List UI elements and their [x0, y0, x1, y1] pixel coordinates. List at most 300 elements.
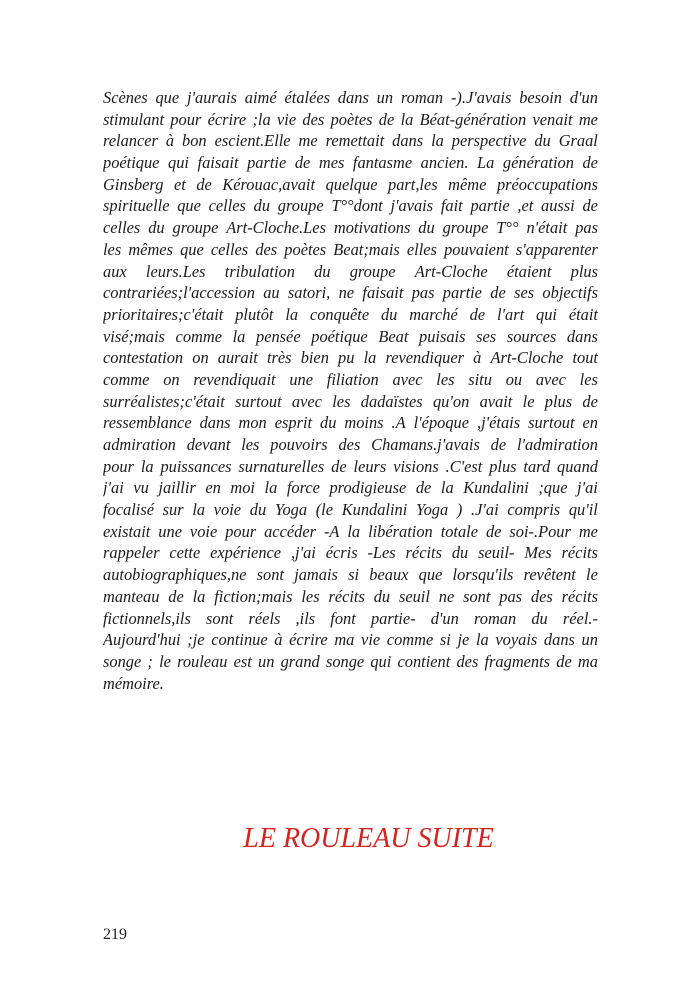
text-word: d'un — [430, 608, 459, 628]
text-word: dans — [566, 326, 598, 346]
text-word: de — [196, 174, 212, 194]
text-word: objectifs — [542, 283, 598, 303]
text-word: en — [205, 478, 221, 498]
text-word: Kundalini — [341, 500, 408, 520]
text-word: du — [380, 304, 398, 324]
text-word: sont — [256, 565, 284, 585]
text-word: ,j'étais — [476, 413, 521, 433]
text-line — [103, 261, 598, 283]
text-line — [103, 347, 598, 369]
text-word: on — [163, 369, 180, 389]
text-word: je — [457, 630, 470, 650]
text-word: voyais — [495, 630, 538, 650]
text-word: groupe — [442, 218, 489, 238]
text-word: les — [332, 391, 351, 411]
text-word: comme — [386, 630, 434, 650]
text-word: seuil — [398, 586, 430, 606]
text-word: existait — [103, 521, 151, 541]
text-word: avec — [291, 391, 322, 411]
text-word: vie — [277, 109, 297, 129]
text-word: dans — [392, 131, 424, 151]
text-word: font — [330, 608, 356, 628]
text-word: voie — [189, 521, 218, 541]
text-word: remettait — [325, 131, 385, 151]
text-word: besoin — [519, 88, 562, 107]
text-line — [103, 391, 598, 413]
text-word: vu — [133, 478, 149, 498]
text-word: Art-Cloche — [490, 348, 564, 368]
text-word: préoccupations — [496, 174, 598, 194]
text-word: .C'est — [445, 456, 483, 476]
text-word: revendiquer — [385, 348, 465, 368]
text-word: du — [373, 586, 391, 606]
text-word: du — [451, 543, 469, 563]
text-word: du — [320, 413, 337, 433]
text-word: Aujourd'hui — [103, 630, 181, 650]
text-word: Ginsberg — [103, 174, 164, 194]
text-word: -A — [323, 521, 340, 541]
text-word: marché — [409, 304, 458, 324]
text-word: manteau — [103, 586, 160, 606]
text-word: escient.Elle — [214, 131, 291, 151]
text-word: ,ils — [295, 608, 316, 628]
text-word: compris — [507, 500, 561, 520]
text-word: prioritaires;c'était — [103, 304, 224, 324]
text-word: les — [436, 369, 455, 389]
text-line — [103, 608, 598, 630]
text-word: elles — [406, 239, 437, 259]
text-word: surtout — [235, 391, 282, 411]
text-word: était — [568, 304, 598, 324]
text-word: puissances — [160, 456, 232, 476]
text-word: groupe — [277, 196, 324, 216]
text-word: Kérouac,avait — [222, 174, 316, 194]
text-word: avec — [392, 369, 423, 389]
text-word: pour — [225, 521, 257, 541]
text-line — [103, 109, 598, 131]
text-word: surtout — [528, 413, 575, 433]
text-word: contestation — [103, 348, 184, 368]
text-word: ;la — [252, 109, 271, 129]
text-word: fantasme — [352, 153, 413, 173]
text-word: des — [338, 435, 361, 454]
text-word: la — [440, 478, 454, 498]
text-word: un — [258, 651, 275, 671]
text-word: partie- — [370, 608, 416, 628]
text-word: poètes — [284, 239, 327, 259]
text-word: la — [400, 109, 414, 129]
text-word: tard — [523, 456, 551, 476]
text-word: d'un — [569, 88, 598, 107]
text-word: surréalistes;c'était — [103, 391, 225, 411]
text-word: bon — [182, 131, 207, 151]
text-word: visé;mais — [103, 326, 165, 346]
text-word: motivations — [333, 218, 411, 238]
text-word: fait — [440, 196, 463, 216]
text-word: qui — [168, 153, 189, 173]
text-word: expérience — [210, 543, 282, 563]
text-word: groupe — [349, 261, 396, 281]
text-word: ne — [338, 283, 355, 303]
text-word: roman — [400, 88, 444, 107]
text-word: visions — [393, 456, 439, 476]
text-word: puisais — [419, 326, 466, 346]
text-word: (le — [315, 500, 334, 520]
text-word: dans — [543, 630, 575, 650]
text-line — [103, 369, 598, 391]
text-word: T°° — [496, 218, 519, 238]
text-word: ses — [514, 283, 535, 303]
text-word: Mes — [524, 543, 552, 563]
text-word: ma — [577, 651, 598, 671]
text-word: prodigieuse — [329, 478, 407, 498]
text-line: mémoire. — [103, 673, 164, 693]
text-word: qu'il — [568, 500, 598, 520]
text-line — [103, 499, 598, 521]
text-line — [103, 542, 598, 564]
text-word: du — [253, 196, 271, 216]
text-word: celles — [103, 218, 141, 238]
text-word: la — [264, 478, 278, 498]
text-word: sont — [463, 586, 491, 606]
text-word: revendiquait — [193, 369, 276, 389]
text-word: contient — [397, 651, 451, 671]
text-word: sur — [162, 500, 184, 520]
text-word: à — [274, 630, 283, 650]
text-word: une — [158, 521, 182, 541]
text-word: n'était — [526, 218, 568, 238]
text-word: relancer — [103, 131, 158, 151]
text-word: seuil- — [478, 543, 515, 563]
text-word: fictionnels,ils — [103, 608, 191, 628]
text-word: l'admiration — [516, 435, 598, 454]
text-word: ou — [505, 369, 523, 389]
text-word: les — [241, 435, 260, 454]
text-word: spirituelle — [103, 196, 170, 216]
text-word: du — [249, 500, 267, 520]
text-word: que — [177, 196, 201, 216]
text-word: libération — [368, 521, 433, 541]
text-word: la — [347, 521, 361, 541]
text-word: à — [165, 131, 175, 151]
text-word: roman — [473, 608, 517, 628]
text-word: écrire — [289, 630, 328, 650]
text-word: le — [159, 651, 171, 671]
text-word: comme — [175, 326, 222, 346]
text-word: réels — [248, 608, 281, 628]
text-word: quand — [557, 456, 598, 476]
text-word: une — [289, 369, 314, 389]
text-word: étaient — [506, 261, 552, 281]
text-word: rappeler — [103, 543, 160, 563]
text-word: de — [582, 196, 598, 216]
text-word: Beat;mais — [333, 239, 400, 259]
text-word: partie — [442, 283, 482, 303]
text-line — [103, 521, 598, 543]
text-word: qu'on — [432, 391, 470, 411]
text-word: beaux — [369, 565, 409, 585]
text-word: Beat — [378, 326, 409, 346]
text-word: du — [531, 608, 548, 628]
text-word: de — [168, 586, 184, 606]
text-word: plus — [544, 391, 573, 411]
text-word: voie — [213, 500, 242, 520]
text-word: celles — [210, 239, 249, 259]
text-word: poètes — [330, 109, 373, 129]
text-word: autobiographiques,ne — [103, 565, 247, 585]
text-word: Kundalini — [463, 478, 529, 498]
text-line — [103, 130, 598, 152]
text-word: au — [263, 283, 280, 303]
text-line — [103, 651, 598, 673]
text-word: devant — [186, 435, 231, 454]
text-word: j'ai — [577, 478, 598, 498]
text-word: écrire — [207, 109, 247, 129]
text-word: que — [180, 239, 204, 259]
text-word: comme — [103, 369, 150, 389]
text-line — [103, 477, 598, 499]
text-word: mêmes — [128, 239, 173, 259]
text-word: aurait — [217, 348, 258, 368]
text-word: me — [578, 521, 598, 541]
text-word: aimé — [244, 88, 277, 107]
text-word: pour — [103, 456, 134, 476]
text-word: conquête — [309, 304, 370, 324]
text-word: continue — [211, 630, 268, 650]
text-word: pas — [499, 586, 523, 606]
text-word: plus — [570, 261, 598, 281]
text-word: tout — [572, 348, 598, 368]
text-word: dans — [199, 413, 231, 433]
page-number: 219 — [103, 926, 127, 943]
text-word: écris — [325, 543, 358, 563]
text-word: j'avais — [390, 196, 434, 216]
text-word: soi-.Pour — [509, 521, 571, 541]
text-word: du — [314, 261, 331, 281]
body-text — [103, 87, 598, 694]
text-word: accéder — [264, 521, 316, 541]
text-word: du — [534, 131, 551, 151]
text-word: focalisé — [103, 500, 154, 520]
text-word: des — [530, 586, 553, 606]
text-word: vie — [361, 630, 381, 650]
text-word: la — [475, 630, 489, 650]
text-word: leurs.Les — [145, 261, 206, 281]
text-line — [103, 174, 598, 196]
text-word: des — [255, 239, 278, 259]
text-word: ses — [476, 326, 497, 346]
text-word: réel.- — [562, 608, 598, 628]
text-word: lorsqu'ils — [452, 565, 514, 585]
text-word: la — [192, 586, 206, 606]
text-word: en — [582, 413, 598, 433]
text-line — [103, 217, 598, 239]
text-word: T°°dont — [331, 196, 383, 216]
text-word: des — [302, 109, 325, 129]
text-word: cette — [169, 543, 201, 563]
text-word: satori, — [287, 283, 331, 303]
text-word: .A — [391, 413, 406, 433]
text-word: partie — [470, 196, 510, 216]
text-word: fragments — [484, 651, 551, 671]
text-word: sont — [206, 608, 234, 628]
text-word: qui — [370, 651, 392, 671]
text-word: mes — [318, 153, 345, 173]
text-word: me — [578, 109, 598, 129]
text-word: partie — [247, 153, 287, 173]
text-word: esprit — [274, 413, 313, 433]
text-word: un — [376, 88, 394, 107]
text-line — [103, 239, 598, 261]
text-word: le — [586, 565, 598, 585]
text-word: totale — [440, 521, 479, 541]
text-word: bien — [300, 348, 329, 368]
text-word: pensée — [256, 326, 301, 346]
text-word: pas — [575, 218, 598, 238]
text-line — [103, 412, 598, 434]
text-word: moins — [344, 413, 384, 433]
text-word: faisait — [197, 153, 239, 173]
text-word: celles — [208, 196, 246, 216]
text-word: de — [582, 153, 598, 173]
text-word: on — [192, 348, 209, 368]
text-word: de — [294, 153, 311, 173]
text-word: de — [485, 521, 502, 541]
text-word: les — [579, 369, 598, 389]
text-line — [103, 456, 598, 478]
text-word: si — [439, 630, 451, 650]
text-word: de — [331, 456, 347, 476]
text-word: des — [456, 651, 479, 671]
text-word: ma — [334, 630, 355, 650]
text-word: la — [285, 304, 299, 324]
text-word: le — [522, 391, 535, 411]
text-word: la — [140, 456, 154, 476]
text-word: s'apparenter — [515, 239, 598, 259]
text-line — [103, 434, 598, 456]
text-word: grand — [280, 651, 320, 671]
text-word: de — [556, 651, 572, 671]
text-word: songe — [325, 651, 365, 671]
text-line — [103, 326, 598, 348]
text-word: même — [448, 174, 487, 194]
text-word: pas — [411, 283, 435, 303]
text-word: et — [173, 174, 186, 194]
text-word: ;que — [538, 478, 568, 498]
text-word: qui — [536, 304, 557, 324]
text-word: aux — [103, 261, 127, 281]
text-word: à — [473, 348, 482, 368]
text-word: fiction;mais — [214, 586, 293, 606]
text-word: les — [301, 586, 320, 606]
text-word: génération — [502, 153, 574, 173]
text-word: la — [192, 500, 206, 520]
text-word: pouvaient — [444, 239, 509, 259]
text-word: Yoga — [274, 500, 308, 520]
text-word: mon — [238, 413, 267, 433]
text-word: j'aurais — [186, 88, 237, 107]
text-word: les — [103, 239, 122, 259]
text-word: quelque — [325, 174, 378, 194]
text-word: ancien. — [420, 153, 469, 173]
text-word: récits — [328, 586, 365, 606]
text-word: avait — [479, 391, 513, 411]
text-word: récits — [405, 543, 442, 563]
text-line — [103, 282, 598, 304]
text-line — [103, 195, 598, 217]
text-word: poétique — [311, 326, 368, 346]
text-word: la — [363, 348, 377, 368]
text-word: songe — [103, 651, 142, 671]
text-word: perspective — [451, 131, 527, 151]
text-word: La — [477, 153, 495, 173]
text-word: la — [431, 131, 444, 151]
text-word: avec — [535, 369, 566, 389]
text-word: Béat-génération — [419, 109, 527, 129]
text-word: Art-Cloche.Les — [226, 218, 326, 238]
text-word: récits — [561, 586, 598, 606]
text-word: stimulant — [103, 109, 165, 129]
text-word: groupe — [172, 218, 219, 238]
text-word: de — [378, 109, 395, 129]
text-word: Art-Cloche — [414, 261, 488, 281]
text-line — [103, 304, 598, 326]
text-word: de — [469, 304, 486, 324]
text-word: surnaturelles — [238, 456, 325, 476]
text-word: .J'ai — [471, 500, 499, 520]
text-word: filiation — [326, 369, 379, 389]
text-word: admiration — [103, 435, 176, 454]
text-word: très — [266, 348, 292, 368]
chapter-title: LE ROULEAU SUITE — [243, 823, 494, 854]
text-word: de — [490, 435, 507, 454]
text-word: pouvoirs — [270, 435, 328, 454]
text-word: plutôt — [235, 304, 274, 324]
text-word: du — [148, 218, 165, 238]
text-word: pour — [170, 109, 202, 129]
text-word: revêtent — [523, 565, 576, 585]
text-word: leurs — [353, 456, 387, 476]
text-word: tribulation — [224, 261, 295, 281]
text-word: plus — [489, 456, 517, 476]
text-word: récits — [561, 543, 598, 563]
text-word: poétique — [103, 153, 160, 173]
text-line — [103, 152, 598, 174]
text-word: que — [418, 565, 443, 585]
text-word: ressemblance — [103, 413, 192, 433]
text-word: Yoga — [415, 500, 449, 520]
text-word: -).J'avais — [450, 88, 512, 107]
text-word: force — [286, 478, 320, 498]
text-word: de — [582, 391, 598, 411]
text-word: l'art — [496, 304, 525, 324]
text-line — [103, 564, 598, 586]
text-word: contrariées;l'accession — [103, 283, 255, 303]
text-word: l'époque — [413, 413, 470, 433]
text-word: ;je — [187, 630, 205, 650]
text-word: si — [348, 565, 360, 585]
text-word: de — [415, 478, 432, 498]
text-word: -Les — [367, 543, 396, 563]
text-word: un — [581, 630, 598, 650]
text-word: Scènes — [103, 88, 148, 107]
text-word: Chamans.j'avais — [371, 435, 480, 454]
text-word: dadaïstes — [360, 391, 423, 411]
text-word: Graal — [558, 131, 598, 151]
text-word: rouleau — [177, 651, 228, 671]
text-word: pu — [338, 348, 355, 368]
text-line — [103, 586, 598, 608]
